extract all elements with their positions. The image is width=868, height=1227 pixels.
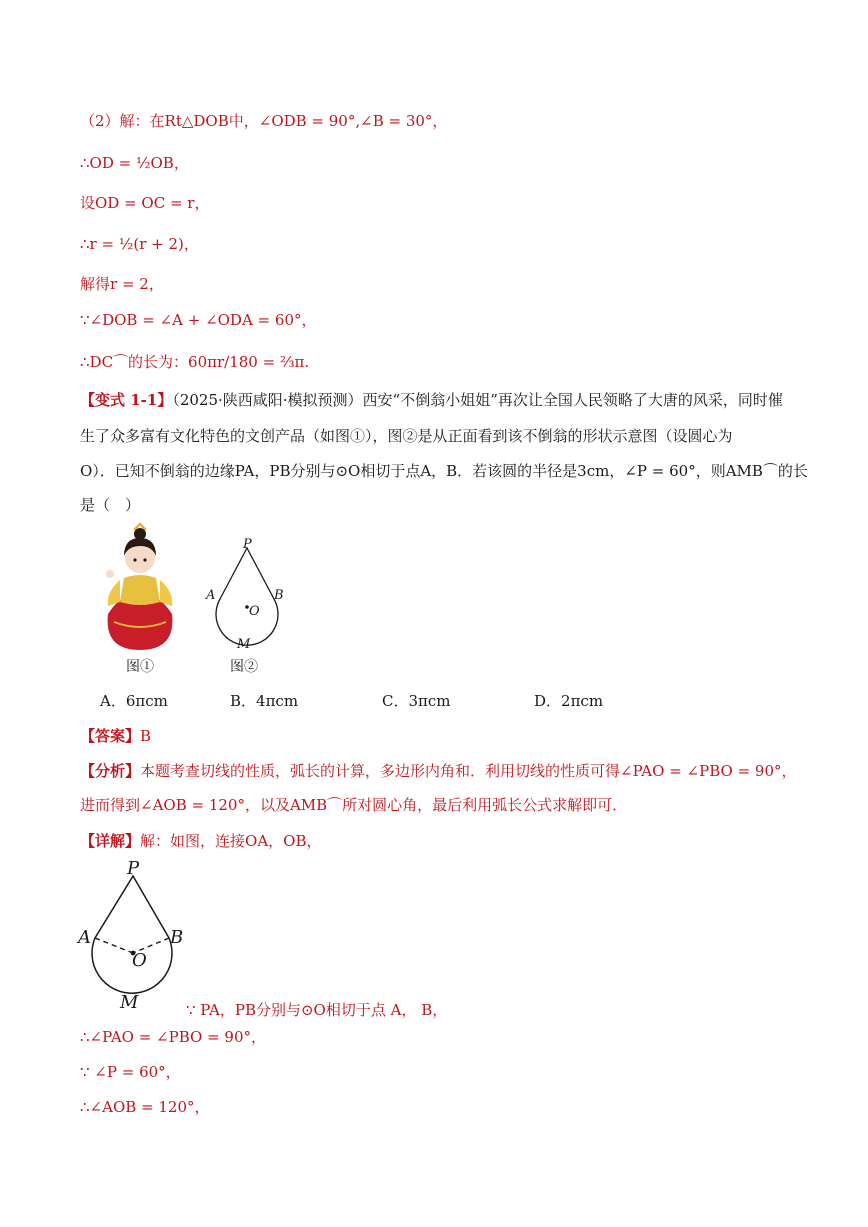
answer-tag: 【答案】 [80, 727, 141, 745]
option-d: D．2πcm [534, 692, 604, 710]
solution-line-3: 设OD = OC = r， [80, 194, 210, 212]
analysis-line-1 [80, 760, 797, 782]
option-c: C．3πcm [382, 692, 451, 710]
detail-tag: 【详解】 [80, 832, 141, 850]
figure-1-caption: 图① [126, 659, 154, 675]
detail-line-2: ∵ PA，PB分别与⊙O相切于点 A， B， [186, 1001, 448, 1019]
label-A-detail: A [78, 927, 91, 948]
analysis-line-2: 进而得到∠AOB = 120°，以及AMB⌒所对圆心角，最后利用弧长公式求解即可． [80, 796, 628, 814]
label-A-fig2: A [206, 588, 216, 603]
answer-line [80, 725, 151, 747]
variant-source-text: （2025·陕西咸阳·模拟预测）西安“不倒翁小姐姐”再次让全国人民领略了大唐的风采，同时催 [172, 391, 783, 409]
solution-line-5: 解得r = 2， [80, 275, 164, 293]
solution-line-6: ∵∠DOB = ∠A + ∠ODA = 60°， [80, 311, 317, 329]
option-b: B．4πcm [230, 692, 299, 710]
label-M-detail: M [120, 992, 139, 1012]
variant-line-1 [80, 389, 783, 411]
detail-line-1 [80, 830, 321, 852]
variant-line-4: 是（ ） [80, 496, 141, 514]
label-M-fig2: M [237, 637, 251, 652]
analysis-text-1: 本题考查切线的性质，弧长的计算，多边形内角和．利用切线的性质可得∠PAO = ∠PBO = 90°， [140, 762, 797, 780]
solution-line-7: ∴DC⌒的长为：60πr/180 = ⅔π. [80, 353, 310, 371]
variant-tag: 【变式 1-1】 [80, 391, 173, 409]
option-a: A．6πcm [100, 692, 168, 710]
analysis-tag: 【分析】 [80, 762, 141, 780]
detail-line-5: ∴∠AOB = 120°， [80, 1098, 210, 1116]
detail-line-4: ∵ ∠P = 60°， [80, 1063, 181, 1081]
label-B-detail: B [170, 927, 184, 948]
figure-2-diagram [200, 536, 292, 652]
variant-line-2: 生了众多富有文化特色的文创产品（如图①），图②是从正面看到该不倒翁的形状示意图（设圆心为 [80, 427, 733, 445]
label-O-detail: O [132, 950, 147, 971]
figure-2-caption: 图② [230, 659, 258, 675]
detail-diagram [74, 856, 190, 1012]
solution-line-4: ∴r = ½(r + 2)， [80, 235, 199, 253]
solution-line-1: （2）解：在Rt△DOB中，∠ODB = 90°,∠B = 30°， [80, 112, 448, 130]
solution-line-2: ∴OD = ½OB， [80, 154, 189, 172]
answer-value: B [140, 727, 152, 745]
variant-line-3: O）．已知不倒翁的边缘PA，PB分别与⊙O相切于点A，B．若该圆的半径是3cm，∠P = 60°，则AMB⌒的长 [80, 462, 808, 480]
tumbler-doll-illustration [98, 522, 182, 654]
label-O-fig2: O [249, 604, 260, 619]
detail-text-1: 解：如图，连接OA，OB， [140, 832, 322, 850]
detail-line-3: ∴∠PAO = ∠PBO = 90°， [80, 1028, 267, 1046]
label-P-detail: P [127, 858, 140, 879]
label-B-fig2: B [274, 588, 284, 603]
label-P-fig2: P [243, 537, 252, 552]
